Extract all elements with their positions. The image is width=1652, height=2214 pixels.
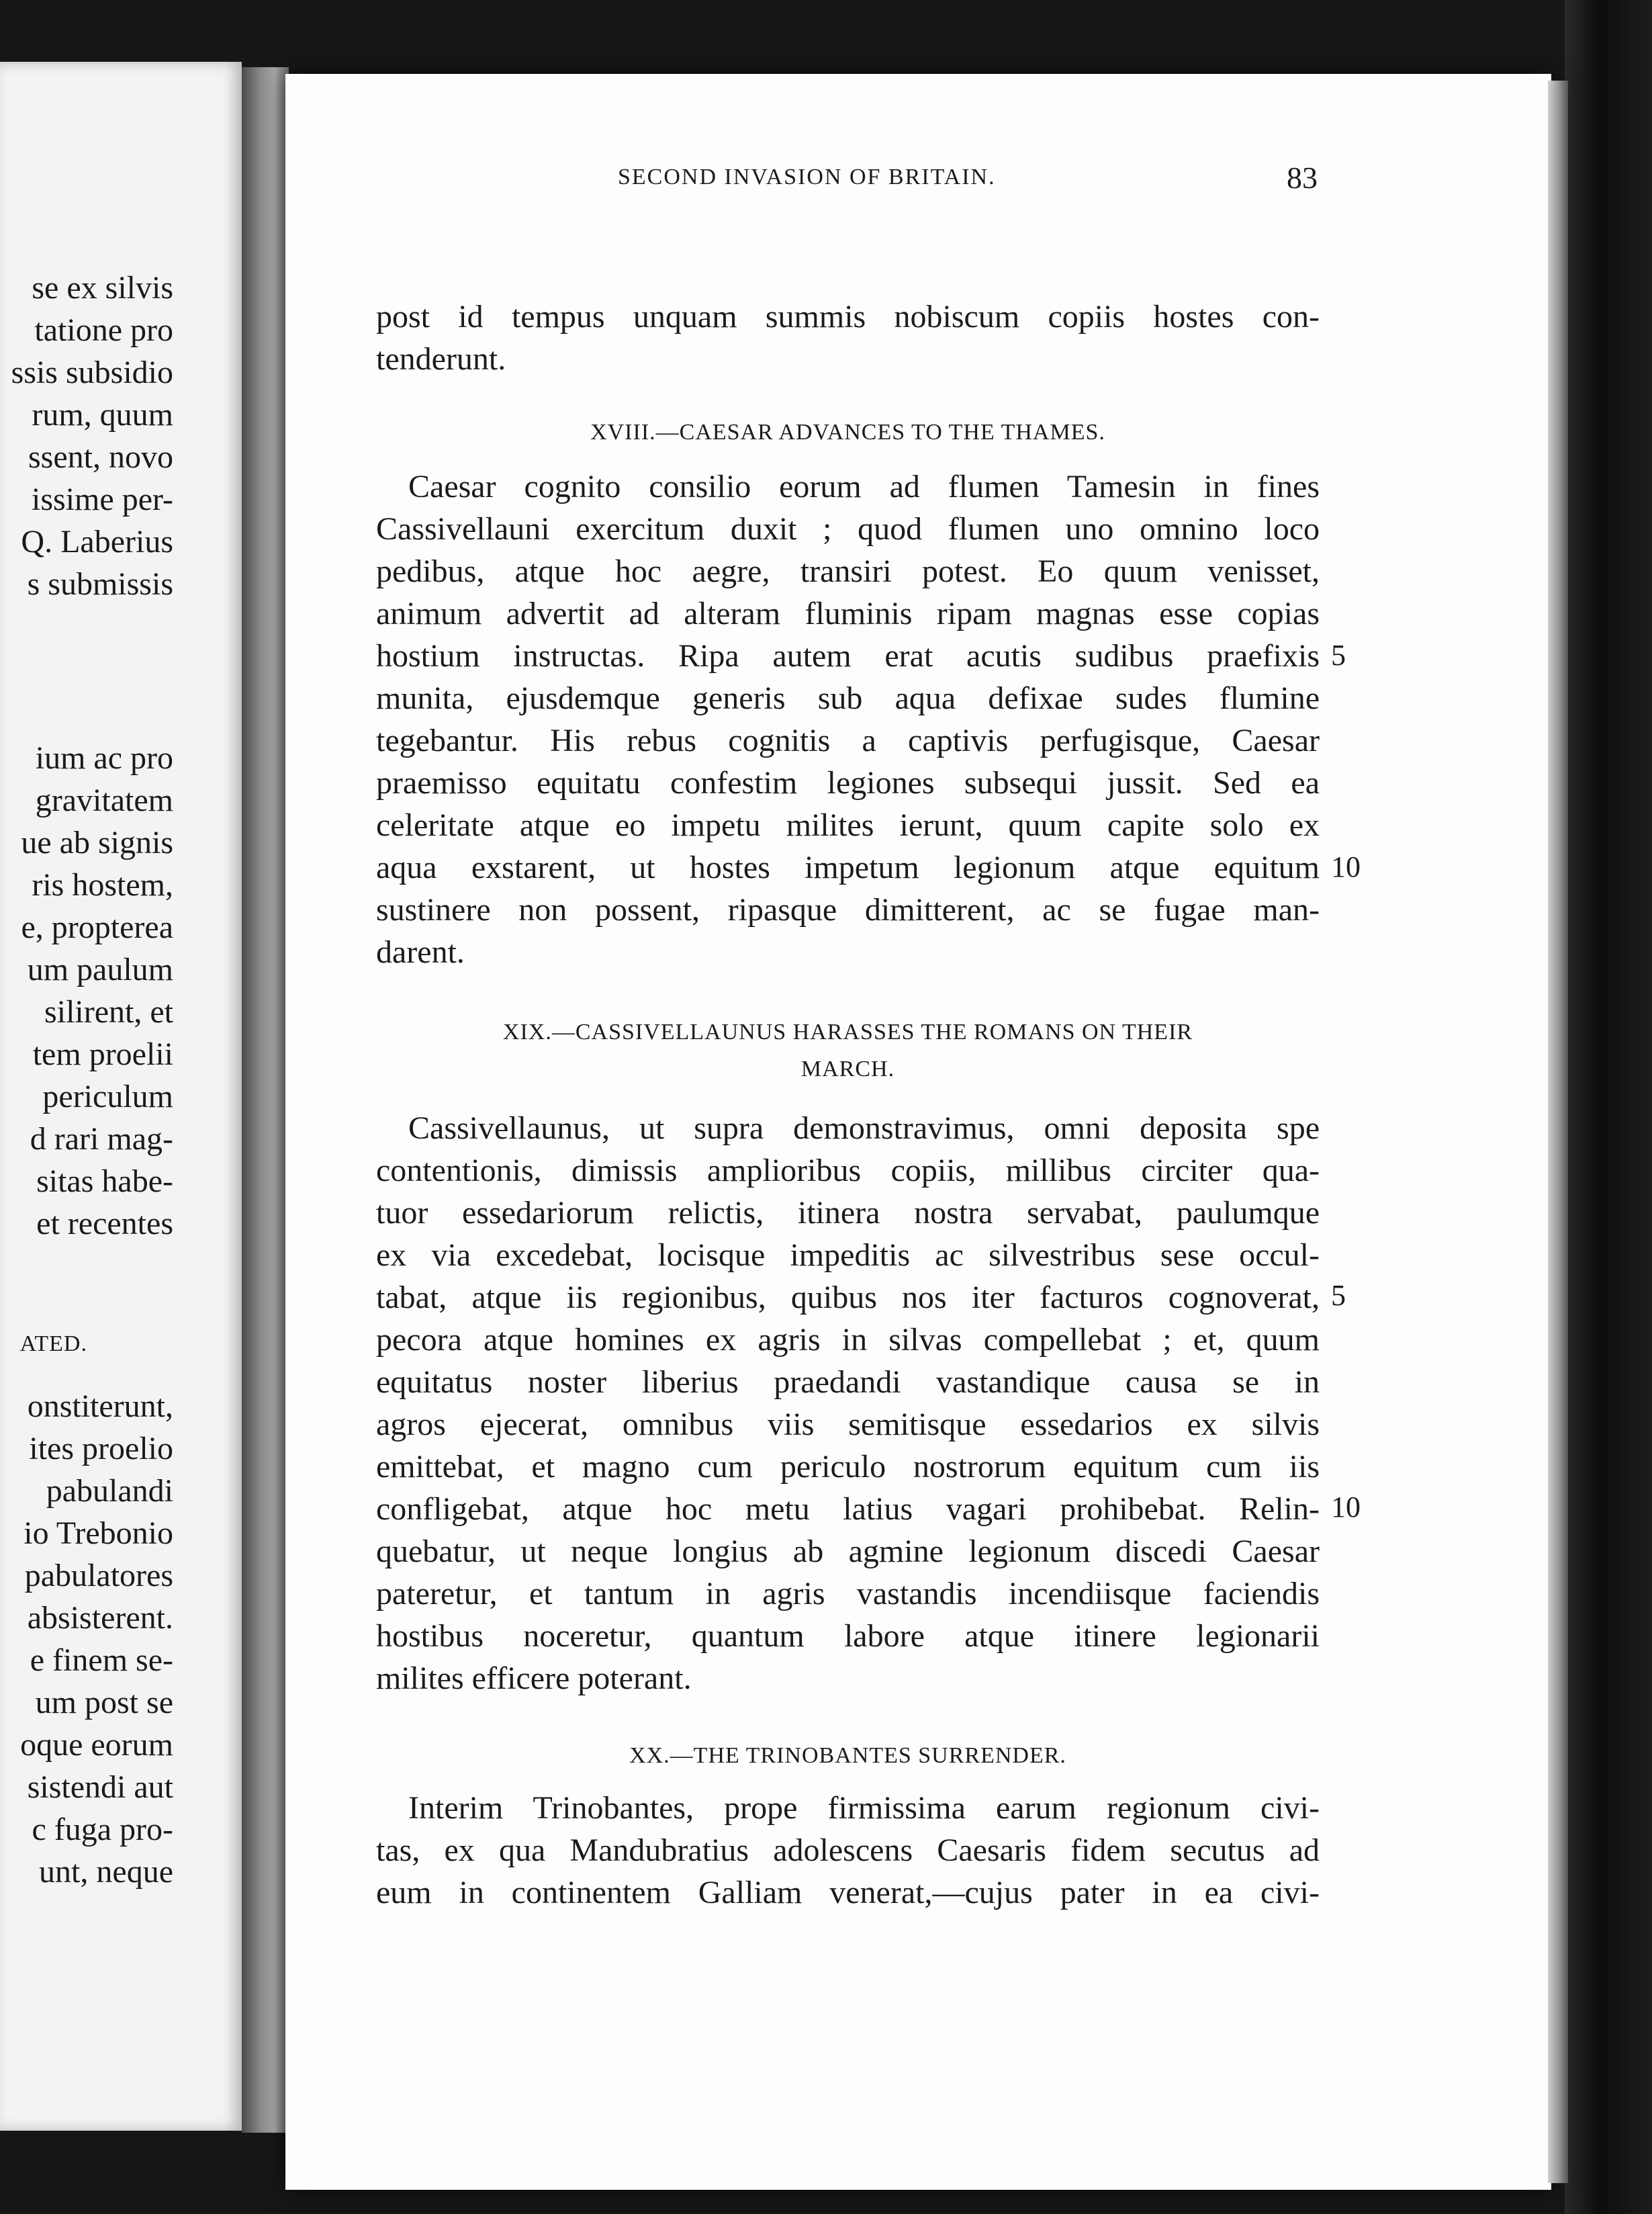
line-number: 5 (1331, 639, 1346, 672)
text-line: munita, ejusdemque generis sub aqua defixae sudes flumine (376, 680, 1320, 716)
prev-line: ssent, novo (28, 439, 173, 475)
line-number: 5 (1331, 1279, 1346, 1312)
prev-line: se ex silvis (32, 270, 173, 306)
text-line: tuor essedariorum relictis, itinera nostra servabat, paulumque (376, 1195, 1320, 1231)
page-edge (1548, 81, 1568, 2183)
prev-line: s submissis (27, 566, 173, 602)
prev-line: sistendi aut (27, 1769, 173, 1805)
prev-line: io Trebonio (24, 1515, 173, 1551)
text-line: agros ejecerat, omnibus viis semitisque essedarios ex silvis (376, 1407, 1320, 1442)
prev-line: pabulatores (24, 1558, 173, 1593)
prev-line: rum, quum (32, 397, 173, 433)
prev-page-lines-mid (0, 737, 173, 1245)
text-line: pateretur, et tantum in agris vastandis incendiisque faciendis (376, 1576, 1320, 1611)
prev-line: e finem se- (30, 1642, 173, 1678)
prev-page-lines-bottom (0, 1385, 173, 1893)
text-line: darent. (376, 934, 465, 970)
intro-paragraph (376, 296, 1320, 380)
prev-line: c fuga pro- (32, 1812, 173, 1847)
text-line: contentionis, dimissis amplioribus copiis, millibus circiter qua- (376, 1153, 1320, 1188)
text-line: milites efficere poterant. (376, 1660, 692, 1696)
section-heading-xx: XX.—THE TRINOBANTES SURRENDER. (629, 1743, 1066, 1768)
section-heading-xix: XIX.—CASSIVELLAUNUS HARASSES THE ROMANS ON THEIR (502, 1020, 1193, 1045)
text-line: eum in continentem Galliam venerat,—cujus pater in ea civi- (376, 1875, 1320, 1910)
text-line: Cassivellaunus, ut supra demonstravimus, omni deposita spe (408, 1110, 1320, 1146)
prev-line: oque eorum (20, 1727, 173, 1763)
prev-page-heading: ATED. (19, 1331, 87, 1356)
prev-line: ites proelio (29, 1431, 173, 1466)
prev-page-lines-top (0, 267, 173, 605)
text-line: Interim Trinobantes, prope firmissima earum regionum civi- (408, 1790, 1320, 1826)
prev-line: ssis subsidio (11, 355, 173, 390)
prev-line: issime per- (32, 482, 173, 517)
section-heading-xviii: XVIII.—CAESAR ADVANCES TO THE THAMES. (590, 420, 1105, 445)
prev-line: e, propterea (21, 910, 173, 945)
prev-line: absisterent. (27, 1600, 173, 1636)
prev-line: gravitatem (35, 783, 173, 818)
text-line: celeritate atque eo impetu milites ierunt, quum capite solo ex (376, 807, 1320, 843)
text-line: sustinere non possent, ripasque dimitterent, ac se fugae man- (376, 892, 1320, 928)
text-line: Caesar cognito consilio eorum ad flumen Tamesin in fines (408, 469, 1320, 504)
prev-line: sitas habe- (36, 1163, 173, 1199)
previous-page-fragment (0, 62, 242, 2131)
prev-line: tatione pro (34, 312, 173, 348)
text-line: animum advertit ad alteram fluminis ripam magnas esse copias (376, 596, 1320, 631)
text-line: quebatur, ut neque longius ab agmine legionum discedi Caesar (376, 1534, 1320, 1569)
line-number: 10 (1331, 1491, 1361, 1523)
book-gutter (242, 67, 289, 2133)
text-line: hostium instructas. Ripa autem erat acutis sudibus praefixis (376, 638, 1320, 674)
text-line: tenderunt. (376, 341, 506, 377)
section-xx-body (376, 1787, 1320, 1914)
line-number: 10 (1331, 850, 1361, 883)
text-line: equitatus noster liberius praedandi vastandique causa se in (376, 1364, 1320, 1400)
text-line: tegebantur. His rebus cognitis a captivis perfugisque, Caesar (376, 723, 1320, 758)
prev-line: periculum (42, 1079, 173, 1114)
running-head: SECOND INVASION OF BRITAIN. (618, 165, 996, 189)
prev-line: ris hostem, (32, 867, 173, 903)
text-line: Cassivellauni exercitum duxit ; quod flumen uno omnino loco (376, 511, 1320, 547)
section-xviii-body (376, 466, 1320, 973)
section-heading-xix-cont: MARCH. (800, 1057, 895, 1081)
prev-line: silirent, et (44, 994, 173, 1030)
prev-line: pabulandi (46, 1473, 173, 1509)
page-number: 83 (1287, 161, 1318, 195)
text-line: pecora atque homines ex agris in silvas compellebat ; et, quum (376, 1322, 1320, 1358)
text-line: tas, ex qua Mandubratius adolescens Caesaris fidem secutus ad (376, 1832, 1320, 1868)
prev-line: d rari mag- (30, 1121, 173, 1157)
prev-line: um post se (35, 1685, 173, 1720)
text-line: post id tempus unquam summis nobiscum copiis hostes con- (376, 299, 1320, 335)
prev-line: um paulum (27, 952, 173, 987)
dark-scan-margin (1565, 0, 1652, 2214)
text-line: praemisso equitatu confestim legiones subsequi jussit. Sed ea (376, 765, 1320, 801)
prev-line: Q. Laberius (21, 524, 173, 560)
prev-line: unt, neque (39, 1854, 173, 1890)
prev-line: onstiterunt, (27, 1388, 173, 1424)
text-line: hostibus noceretur, quantum labore atque itinere legionarii (376, 1618, 1320, 1654)
text-line: ex via excedebat, locisque impeditis ac silvestribus sese occul- (376, 1237, 1320, 1273)
section-xix-body (376, 1107, 1320, 1699)
text-line: emittebat, et magno cum periculo nostrorum equitum cum iis (376, 1449, 1320, 1485)
prev-line: tem proelii (32, 1036, 173, 1072)
prev-line: ium ac pro (35, 740, 173, 776)
text-line: pedibus, atque hoc aegre, transiri potest. Eo quum venisset, (376, 554, 1320, 589)
text-line: aqua exstarent, ut hostes impetum legionum atque equitum (376, 850, 1320, 885)
text-line: confligebat, atque hoc metu latius vagari prohibebat. Relin- (376, 1491, 1320, 1527)
text-line: tabat, atque iis regionibus, quibus nos iter facturos cognoverat, (376, 1280, 1320, 1315)
prev-line: ue ab signis (21, 825, 173, 860)
prev-line: et recentes (36, 1206, 173, 1241)
